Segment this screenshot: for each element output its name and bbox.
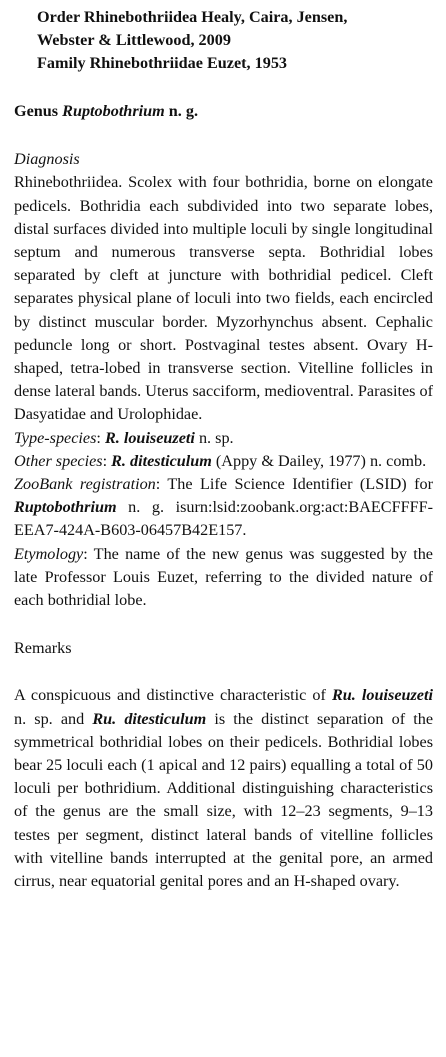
other-species-separator: :	[102, 451, 112, 470]
etymology-label: Etymology	[14, 544, 84, 563]
zoobank-text2: n. g. isurn:lsid:zoobank.org:act:BAECFFFF-EEA7-424A-B603-06457B42E157.	[14, 498, 433, 540]
diagnosis-heading: Diagnosis	[14, 150, 80, 169]
zoobank-paragraph	[14, 473, 433, 543]
genus-heading	[14, 100, 433, 123]
other-species-suffix: (Appy & Dailey, 1977) n. comb.	[211, 451, 427, 470]
type-species-label: Type-species	[14, 428, 97, 447]
remarks-text-part3: is the distinct separation of the symmetrical bothridial lobes on their pedicels. Bothridial lobes bear 25 loculi each (1 apical and 12 pairs) equalling a total of 50 loculi per bothridium. Additional distinguishing characteristics of the genus are the small size, with 12–23 segments, 9–13 testes per segment, distinct lateral bands of vitelline follicles with vitelline bands interrupted at the genital pore, an armed cirrus, near equatorial genital pores and an H-shaped ovary.	[14, 709, 433, 891]
order-heading-line2: Webster & Littlewood, 2009	[37, 31, 231, 49]
remarks-text-part1: A conspicuous and distinctive characteristic of	[14, 686, 332, 705]
genus-suffix: n. g.	[164, 102, 199, 120]
zoobank-text1: : The Life Science Identifier (LSID) for	[155, 475, 433, 494]
remarks-heading: Remarks	[14, 639, 72, 658]
type-species-paragraph	[14, 427, 433, 450]
other-species-name: R. ditesticulum	[111, 451, 212, 470]
zoobank-genus-name: Ruptobothrium	[14, 498, 117, 517]
etymology-text: : The name of the new genus was suggested by the late Professor Louis Euzet, referring to the divided nature of each bothridial lobe.	[14, 544, 433, 610]
other-species-label: Other species	[14, 451, 103, 470]
remarks-species1: Ru. louiseuzeti	[331, 686, 433, 705]
genus-prefix: Genus	[14, 102, 63, 120]
type-species-suffix: n. sp.	[194, 428, 234, 447]
diagnosis-text: Rhinebothriidea. Scolex with four bothridia, borne on elongate pedicels. Bothridia each subdivided into two separate lobes, distal surfaces divided into multiple loculi by single longitudinal septum and numerous transverse septa. Bothridial lobes separated by cleft at juncture with bothridial pedicel. Cleft separates physical plane of loculi into two fields, each encircled by distinct muscular border. Myzorhynchus absent. Cephalic peduncle long or short. Postvaginal testes absent. Ovary H-shaped, tetra-lobed in transverse section. Vitelline follicles in dense lateral bands. Uterus sacciform, medioventral. Parasites of Dasyatidae and Urolophidae.	[14, 173, 433, 424]
zoobank-label: ZooBank registration	[14, 475, 156, 494]
type-species-separator: :	[96, 428, 105, 447]
type-species-name: R. louiseuzeti	[104, 428, 195, 447]
taxonomy-heading	[14, 6, 433, 75]
remarks-text-part2: n. sp. and	[14, 709, 93, 728]
etymology-paragraph	[14, 543, 433, 613]
remarks-species2: Ru. ditesticulum	[92, 709, 207, 728]
order-heading-line1: Order Rhinebothriidea Healy, Caira, Jensen,	[37, 8, 348, 26]
genus-name: Ruptobothrium	[62, 102, 165, 120]
other-species-paragraph	[14, 450, 433, 473]
remarks-text	[14, 684, 433, 893]
family-heading: Family Rhinebothriidae Euzet, 1953	[37, 54, 288, 72]
